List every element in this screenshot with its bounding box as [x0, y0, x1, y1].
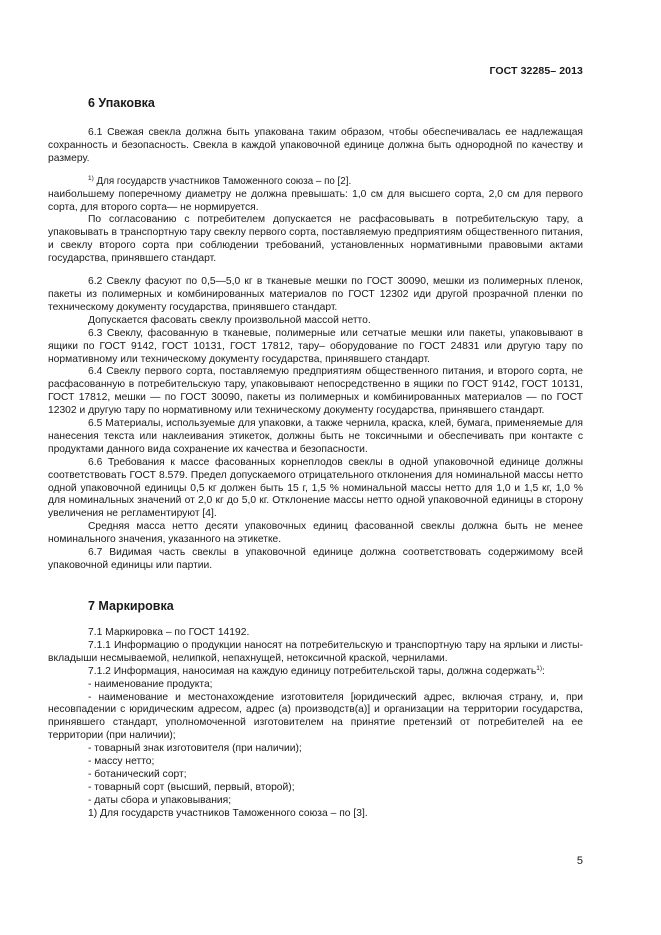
paragraph-6-4: 6.4 Свеклу первого сорта, поставляемую предприятиям общественного питания, и второго сорта, не расфасованную в потребительскую тару, упаковывают непосредственно в ящики по ГОСТ 9142, ГОСТ 10131, ГОСТ 17812, мешки — по ГОСТ 30090, пакеты из полимерных и комбинированных материалов — по ГОСТ 12302 и другую тару по нормативному или техническому документу государства, принявшего стандарт. [48, 366, 583, 417]
section-6-heading: 6 Упаковка [88, 96, 155, 110]
paragraph-7-1-2-text: 7.1.2 Информация, наносимая на каждую единицу потребительской тары, должна содержать [88, 665, 537, 677]
section-7-heading: 7 Маркировка [88, 599, 174, 613]
footnote-text: Для государств участников Таможенного союза – по [2]. [93, 175, 352, 187]
paragraph-6-7: 6.7 Видимая часть свеклы в упаковочной единице должна соответствовать содержимому всей упаковочной единицы или партии. [48, 547, 583, 571]
list-item: - наименование продукта; [88, 678, 213, 690]
paragraph-6-3: 6.3 Свеклу, фасованную в тканевые, полимерные или сетчатые мешки или пакеты, упаковывают в ящики по ГОСТ 9142, ГОСТ 10131, ГОСТ 17812, тару– оборудование по ГОСТ 24831 или другую тару по нормативному или техническому документу государства, принявшего стандарт. [48, 327, 583, 365]
paragraph-6-2: 6.2 Свеклу фасуют по 0,5—5,0 кг в тканевые мешки по ГОСТ 30090, мешки из полимерных пленок, пакеты из полимерных и комбинированных материалов по ГОСТ 12302 иди другой прозрачной пленки по техническому документу государства, принявшего стандарт. [48, 276, 583, 313]
paragraph-6-1: 6.1 Свежая свекла должна быть упакована таким образом, чтобы обеспечивалась ее надлежащая сохранность и безопасность. Свекла в каждой упаковочной единице должна быть однородной по качеству и размеру. [48, 127, 583, 164]
paragraph-7-1-2-end: : [542, 665, 545, 677]
paragraph-agreement: По согласованию с потребителем допускается не расфасовывать в потребительскую тару, а упаковывать в транспортную тару свеклу первого сорта, поставляемую предприятиям общественного питания, и свеклу второго сорта при соблюдении требований, установленных нормативными правовыми актами государства, принявшего стандарт. [48, 214, 583, 265]
footnote-line [48, 176, 583, 189]
list-item: - массу нетто; [88, 756, 155, 768]
footnote-mark: 1) [536, 664, 543, 672]
section-6-body [48, 127, 583, 573]
paragraph-7-1-1: 7.1.1 Информацию о продукции наносят на потребительскую и транспортную тару на ярлыки и листы-вкладыши несмываемой, нелипкой, непахнущей, нетоксичной краской, чернилами. [48, 639, 583, 664]
paragraph-7-1: 7.1 Маркировка – по ГОСТ 14192. [88, 627, 250, 638]
list-item: - даты сбора и упаковывания; [88, 794, 232, 806]
page-number: 5 [576, 855, 583, 867]
paragraph-6-5: 6.5 Материалы, используемые для упаковки, а также чернила, краска, клей, бумага, применяемые для нанесения текста или наклеивания этикеток, должны быть не токсичными и обеспечивать при контакте с продуктами данного вида сохранение их качества и безопасности. [48, 418, 583, 455]
document-code: ГОСТ 32285– 2013 [489, 65, 583, 77]
section-7-body [48, 627, 583, 821]
list-item: - наименование и местонахождение изготовителя [юридический адрес, включая страну, и, при несовпадении с юридическим адресом, адрес (а) производств(а)] и организации на территории государства, принявшего стандарт, уполномоченной изготовителем на принятие претензий от потребителей на ее территории (при наличии); [48, 691, 583, 742]
paragraph-average-mass: Средняя масса нетто десяти упаковочных единиц фасованной свеклы должна быть не менее номинального значения, указанного на этикетке. [48, 521, 583, 546]
footnote-mark: 1) [88, 174, 94, 182]
list-item: - товарный знак изготовителя (при наличии); [88, 743, 302, 755]
paragraph-arbitrary-mass: Допускается фасовать свеклу произвольной массой нетто. [88, 314, 371, 326]
paragraph-6-6: 6.6 Требования к массе фасованных корнеплодов свеклы в одной упаковочной единице должны соответствовать ГОСТ 8.579. Предел допускаемого отрицательного отклонения для номинальной массы нетто одной упаковочной единицы 0,5 кг должен быть 15 г, 1,5 % номинальной массы нетто для 1,0 и 1,5 кг, 1,0 % для номинальных значений от 2,0 кг до 5,0 кг. Отклонение массы нетто одной упаковочной единицы в сторону увеличения не регламентируют [4]. [48, 456, 583, 520]
section-7-footnote: 1) Для государств участников Таможенного союза – по [3]. [88, 807, 368, 819]
list-item: - ботанический сорт; [88, 768, 187, 780]
list-item: - товарный сорт (высший, первый, второй); [88, 781, 295, 793]
paragraph-continuation: наибольшему поперечному диаметру не должна превышать: 1,0 см для высшего сорта, 2,0 см для первого сорта, для второго сорта— не нормируется. [48, 188, 583, 213]
paragraph-7-1-2 [48, 666, 583, 679]
